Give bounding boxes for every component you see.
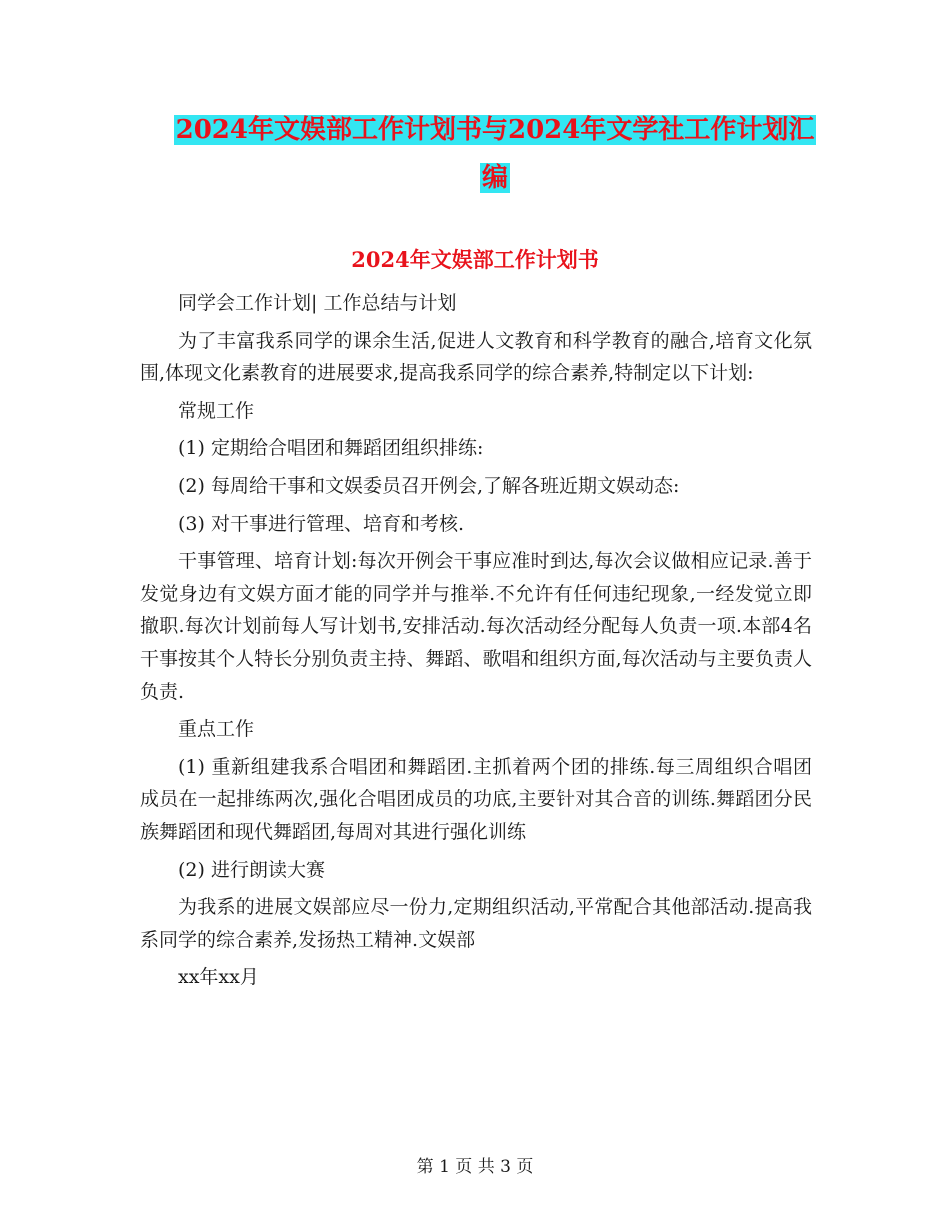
paragraph-routine-heading: 常规工作 bbox=[178, 399, 255, 422]
paragraph-key-item-1: (1) 重新组建我系合唱团和舞蹈团.主抓着两个团的排练.每三周组织合唱团成员在一起排练两次,强化合唱团成员的功底,主要针对其合音的训练.舞蹈团分民族舞蹈团和现代舞蹈团,每周对其进行强化训练 bbox=[140, 755, 812, 843]
paragraph-key-heading: 重点工作 bbox=[178, 718, 255, 741]
document-body bbox=[140, 287, 812, 994]
document-title-line-1: 2024年文娱部工作计划书与2024年文学社工作计划汇 bbox=[175, 115, 815, 145]
document-title-line-2: 编 bbox=[481, 163, 508, 193]
paragraph-routine-item-2: (2) 每周给干事和文娱委员召开例会,了解各班近期文娱动态: bbox=[178, 474, 680, 497]
paragraph-key-item-2: (2) 进行朗读大赛 bbox=[178, 858, 325, 881]
paragraph-closing: 为我系的进展文娱部应尽一份力,定期组织活动,平常配合其他部活动.提高我系同学的综合素养,发扬热工精神.文娱部 bbox=[140, 896, 812, 951]
paragraph-routine-item-1: (1) 定期给合唱团和舞蹈团组织排练: bbox=[178, 437, 484, 460]
page-footer: 第 1 页 共 3 页 bbox=[416, 1157, 534, 1177]
paragraph-staff-plan: 干事管理、培育计划:每次开例会干事应准时到达,每次会议做相应记录.善于发觉身边有文娱方面才能的同学并与推举.不允许有任何违纪现象,一经发觉立即撤职.每次计划前每人写计划书,安排活动.每次活动经分配每人负责一项.本部4名干事按其个人特长分别负责主持、舞蹈、歌唱和组织方面,每次活动与主要负责人负责. bbox=[140, 550, 812, 703]
paragraph-date: xx年xx月 bbox=[178, 966, 259, 989]
paragraph-heading-line: 同学会工作计划| 工作总结与计划 bbox=[178, 292, 457, 314]
section-title: 2024年文娱部工作计划书 bbox=[351, 247, 599, 272]
paragraph-intro: 为了丰富我系同学的课余生活,促进人文教育和科学教育的融合,培育文化氛围,体现文化素教育的进展要求,提高我系同学的综合素养,特制定以下计划: bbox=[140, 329, 812, 385]
paragraph-routine-item-3: (3) 对干事进行管理、培育和考核. bbox=[178, 512, 464, 535]
document-title bbox=[140, 106, 850, 202]
